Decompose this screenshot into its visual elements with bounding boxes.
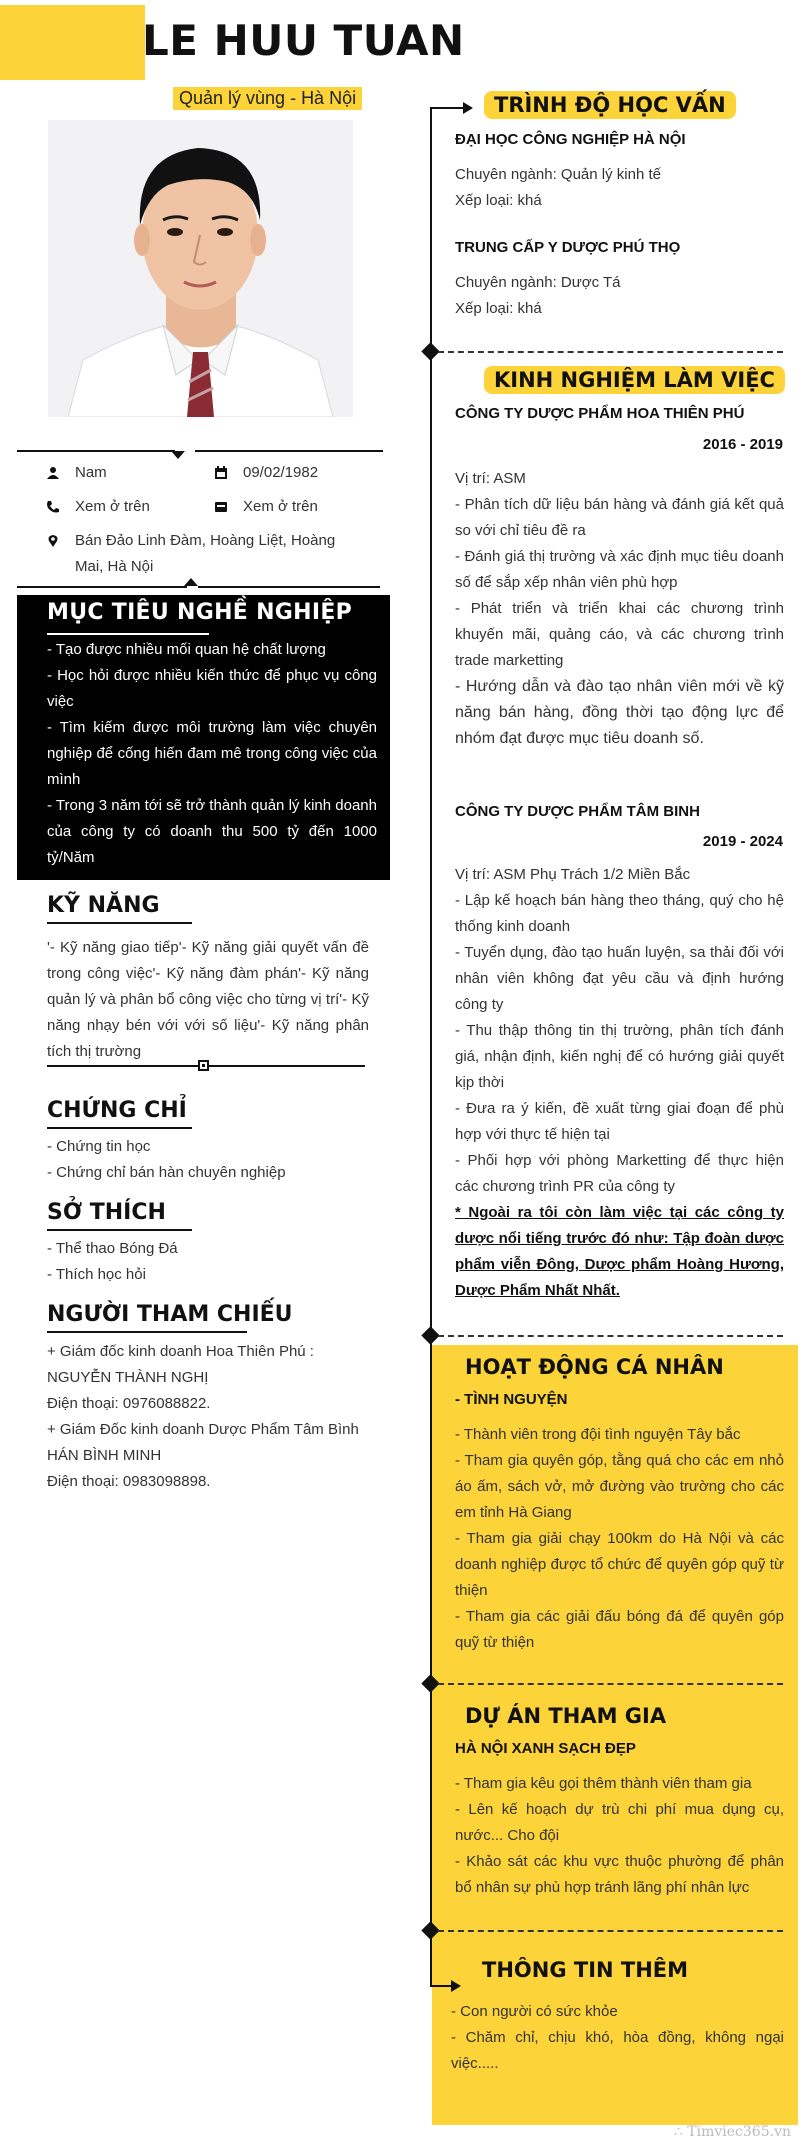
project-line: - Tham gia kêu gọi thêm thành viên tham gia (455, 1775, 752, 1792)
objective-item: - Tìm kiếm được môi trường làm việc chuyên nghiệp để cống hiến đam mê trong công việc của mình (47, 719, 377, 788)
activity-line: - Tham gia quyên góp, tằng quá cho các em nhỏ áo ấm, sách vở, mở đường vào trường cho các em tỉnh Hà Giang (455, 1452, 784, 1521)
job-line: - Hướng dẫn và đào tạo nhân viên mới về kỹ năng bán hàng, đồng thời tạo động lực để nhóm đạt được mục tiêu doanh số. (455, 678, 784, 747)
job-line: - Phân tích dữ liệu bán hàng và đánh giá kết quả so với chỉ tiêu đề ra (455, 496, 784, 539)
section-divider (438, 351, 783, 353)
reference-line: NGUYỄN THÀNH NGHỊ (47, 1369, 209, 1386)
hobbies-list (47, 1236, 369, 1288)
activity-line: - Tham gia giải chạy 100km do Hà Nội và các doanh nghiệp được tổ chức để quyên góp quỹ từ thiện (455, 1530, 784, 1599)
profile-photo (48, 120, 353, 417)
projects-subtitle: HÀ NỘI XANH SẠCH ĐẸP (455, 1740, 636, 1757)
certificate-item: - Chứng chỉ bán hàn chuyên nghiệp (47, 1164, 286, 1181)
contact-gender: Nam (75, 464, 107, 481)
hobbies-title-underline (47, 1229, 192, 1231)
contact-bottom-divider-left (17, 586, 187, 588)
job-years: 2019 - 2024 (702, 833, 783, 850)
timeline-arrow-bottom (430, 1985, 452, 1987)
section-divider (438, 1683, 783, 1685)
job-line: - Thu thập thông tin thị trường, phân tích đánh giá, nhận định, kiến nghị để có hướng giải quyết kịp thời (455, 1022, 784, 1091)
extra-title: THÔNG TIN THÊM (482, 1958, 689, 1982)
arrow-right-icon (463, 102, 473, 114)
skills-title: KỸ NĂNG (47, 893, 160, 918)
education-title (484, 93, 736, 117)
experience-title (484, 368, 785, 392)
calendar-icon (214, 466, 228, 480)
job-line: - Đánh giá thị trường và xác định mục tiêu doanh số để sắp xếp nhân viên phù hợp (455, 548, 784, 591)
job-company: CÔNG TY DƯỢC PHẨM HOA THIÊN PHÚ (455, 405, 745, 422)
projects-list (455, 1771, 784, 1901)
certificate-item: - Chứng tin học (47, 1138, 151, 1155)
timeline-diamond (421, 342, 439, 360)
candidate-name: LE HUU TUAN (142, 16, 465, 65)
location-pin-icon (46, 534, 60, 548)
user-icon (46, 466, 60, 480)
job-details (455, 862, 784, 1304)
project-line: - Lên kế hoạch dự trù chi phí mua dụng cụ, nước... Cho đội (455, 1801, 784, 1844)
school-name: ĐẠI HỌC CÔNG NGHIỆP HÀ NỘI (455, 131, 686, 148)
job-company: CÔNG TY DƯỢC PHẨM TÂM BINH (455, 803, 700, 820)
school-major: Chuyên ngành: Dược Tá (455, 274, 621, 291)
section-divider (438, 1335, 783, 1337)
contact-email: Xem ở trên (243, 498, 318, 515)
job-years: 2016 - 2019 (702, 436, 783, 453)
timeline-line (430, 107, 432, 1987)
timeline-diamond (421, 1326, 439, 1344)
extra-list (451, 1999, 784, 2077)
references-title-underline (47, 1331, 247, 1333)
job-details (455, 466, 784, 752)
certificates-list (47, 1134, 369, 1186)
objective-item: - Trong 3 năm tới sẽ trở thành quản lý kinh doanh của công ty có doanh thu 500 tỷ đến 1000 tỷ/Năm (47, 797, 377, 866)
activity-line: - Tham gia các giải đấu bóng đá để quyên góp quỹ từ thiện (455, 1608, 784, 1651)
school-grade: Xếp loại: khá (455, 300, 542, 317)
job-line: - Phát triển và triển khai các chương trình khuyến mãi, quảng cáo, và các chương trình trade marketting (455, 600, 784, 669)
skills-text: '- Kỹ năng giao tiếp'- Kỹ năng giải quyết vấn đề trong công việc'- Kỹ năng đàm phán'- Kỹ năng quản lý và phân bổ công việc cho từng vị trí'- Kỹ năng nhạy bén với với số liệu'- Kỹ năng phân tích thị trường (47, 939, 369, 1060)
contact-address: Bán Đảo Linh Đàm, Hoàng Liệt, Hoàng Mai, Hà Nội (75, 532, 336, 575)
reference-line: HÁN BÌNH MINH (47, 1447, 162, 1464)
school-details (455, 162, 784, 214)
reference-line: Điện thoại: 0976088822. (47, 1395, 211, 1412)
hobbies-title: SỞ THÍCH (47, 1200, 166, 1225)
contact-divider-marker (171, 451, 185, 459)
skills-divider-marker (198, 1060, 209, 1071)
certificates-title: CHỨNG CHỈ (47, 1098, 187, 1123)
contact-bottom-marker (184, 578, 198, 586)
education-title-text: TRÌNH ĐỘ HỌC VẤN (484, 91, 736, 119)
candidate-position: Quản lý vùng - Hà Nội (173, 87, 362, 110)
section-divider (438, 1930, 783, 1932)
email-icon (214, 500, 228, 514)
activities-list (455, 1422, 784, 1656)
activities-subtitle: - TÌNH NGUYỆN (455, 1391, 568, 1408)
extra-line: - Chăm chỉ, chịu khó, hòa đồng, không ngại việc..... (451, 2029, 784, 2072)
projects-title: DỰ ÁN THAM GIA (465, 1704, 667, 1728)
contact-divider-right (195, 450, 383, 452)
contact-dob: 09/02/1982 (243, 464, 319, 481)
objective-body (47, 637, 377, 871)
school-details (455, 270, 784, 322)
objective-title: MỤC TIÊU NGHỀ NGHIỆP (47, 600, 353, 625)
school-name: TRUNG CẤP Y DƯỢC PHÚ THỌ (455, 239, 681, 256)
reference-line: Điện thoại: 0983098898. (47, 1473, 211, 1490)
phone-icon (46, 500, 60, 514)
watermark: ∴ Timviec365.vn (673, 2124, 791, 2140)
job-line: - Tuyển dụng, đào tạo huấn luyện, sa thải đối với nhân viên không đạt yêu cầu và định hướng công ty (455, 944, 784, 1013)
school-grade: Xếp loại: khá (455, 192, 542, 209)
watermark-text: Timviec365.vn (687, 2124, 791, 2140)
job-line: - Đưa ra ý kiến, đề xuất từng giai đoạn để phù hợp với thực tế hiện tại (455, 1100, 784, 1143)
header-accent-block (0, 5, 145, 80)
activity-line: - Thành viên trong đội tình nguyện Tây bắc (455, 1426, 741, 1443)
job-line: - Phối hợp với phòng Marketting để thực hiện các chương trình PR của công ty (455, 1152, 784, 1195)
hobby-item: - Thích học hỏi (47, 1266, 146, 1283)
reference-line: + Giám đốc kinh doanh Hoa Thiên Phú : (47, 1343, 314, 1360)
job-note: * Ngoài ra tôi còn làm việc tại các công ty dược nổi tiếng trước đó như: Tập đoàn dược phẩm viễn Đông, Dược phẩm Hoàng Hương, Dược Phẩm Nhất Nhất. (455, 1204, 784, 1299)
extra-line: - Con người có sức khỏe (451, 2003, 618, 2020)
school-major: Chuyên ngành: Quản lý kinh tế (455, 166, 661, 183)
job-line: Vị trí: ASM (455, 470, 526, 487)
reference-line: + Giám Đốc kinh doanh Dược Phẩm Tâm Bình (47, 1421, 359, 1438)
references-list (47, 1339, 377, 1495)
contact-phone: Xem ở trên (75, 498, 150, 515)
project-line: - Khảo sát các khu vực thuộc phường để phân bổ nhân sự phù hợp tránh lãng phí nhân lực (455, 1853, 784, 1896)
objective-title-underline (47, 633, 209, 635)
contact-divider-left (17, 450, 175, 452)
job-line: - Lập kế hoạch bán hàng theo tháng, quý cho hệ thống kinh doanh (455, 892, 784, 935)
objective-item: - Học hỏi được nhiều kiến thức để phục vụ công việc (47, 667, 377, 710)
arrow-right-icon (451, 1980, 461, 1992)
contact-bottom-divider-right (198, 586, 380, 588)
activities-title: HOẠT ĐỘNG CÁ NHÂN (465, 1355, 724, 1379)
hobby-item: - Thể thao Bóng Đá (47, 1240, 178, 1257)
objective-item: - Tạo được nhiều mối quan hệ chất lượng (47, 641, 326, 658)
references-title: NGƯỜI THAM CHIẾU (47, 1302, 293, 1327)
timeline-arrow-top (430, 107, 465, 109)
experience-title-text: KINH NGHIỆM LÀM VIỆC (484, 366, 785, 394)
job-line: Vị trí: ASM Phụ Trách 1/2 Miền Bắc (455, 866, 691, 883)
certificates-title-underline (47, 1127, 192, 1129)
skills-title-underline (47, 922, 192, 924)
objective-section (17, 595, 390, 880)
